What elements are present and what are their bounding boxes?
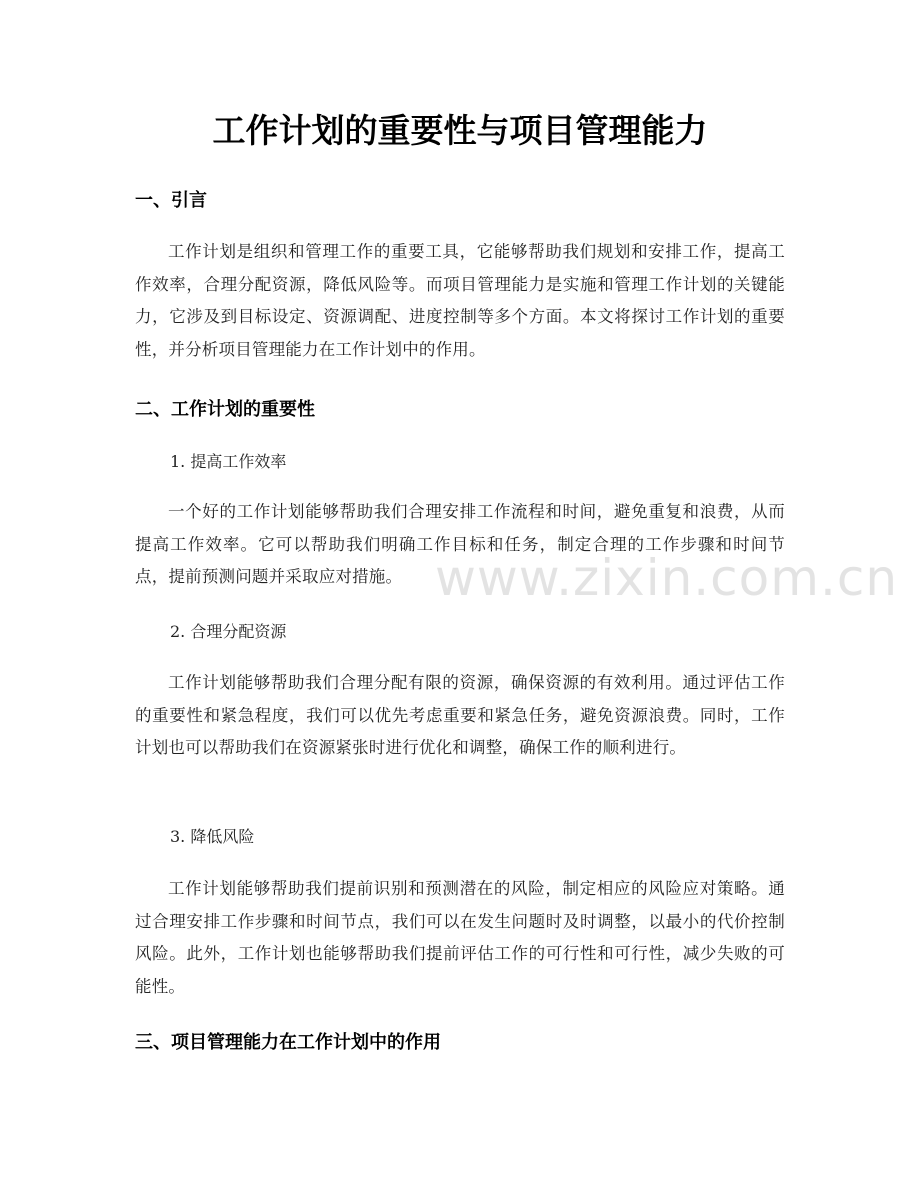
intro-paragraph: 工作计划是组织和管理工作的重要工具，它能够帮助我们规划和安排工作，提高工作效率，合理分配资源，降低风险等。而项目管理能力是实施和管理工作计划的关键能力，它涉及到目标设定、资源调配、进度控制等多个方面。本文将探讨工作计划的重要性，并分析项目管理能力在工作计划中的作用。 — [135, 242, 785, 359]
item-paragraph-resources: 工作计划能够帮助我们合理分配有限的资源，确保资源的有效利用。通过评估工作的重要性和紧急程度，我们可以优先考虑重要和紧急任务，避免资源浪费。同时，工作计划也可以帮助我们在资源紧张时进行优化和调整，确保工作的顺利进行。 — [135, 673, 785, 757]
item-paragraph-risk: 工作计划能够帮助我们提前识别和预测潜在的风险，制定相应的风险应对策略。通过合理安排工作步骤和时间节点，我们可以在发生问题时及时调整，以最小的代价控制风险。此外，工作计划也能够帮助我们提前评估工作的可行性和可行性，减少失败的可能性。 — [135, 879, 785, 996]
item-paragraph-efficiency: 一个好的工作计划能够帮助我们合理安排工作流程和时间，避免重复和浪费，从而提高工作效率。它可以帮助我们明确工作目标和任务，制定合理的工作步骤和时间节点，提前预测问题并采取应对措施。 — [135, 502, 785, 586]
item-label-efficiency: 1. 提高工作效率 — [170, 452, 287, 471]
page-title: 工作计划的重要性与项目管理能力 — [212, 111, 708, 150]
section-heading-role: 三、项目管理能力在工作计划中的作用 — [135, 1032, 441, 1053]
section-heading-intro: 一、引言 — [135, 190, 207, 211]
watermark: www.zixin.com.cn — [435, 549, 899, 607]
item-label-resources: 2. 合理分配资源 — [170, 622, 287, 641]
item-label-risk: 3. 降低风险 — [170, 827, 255, 846]
section-heading-importance: 二、工作计划的重要性 — [135, 399, 315, 420]
